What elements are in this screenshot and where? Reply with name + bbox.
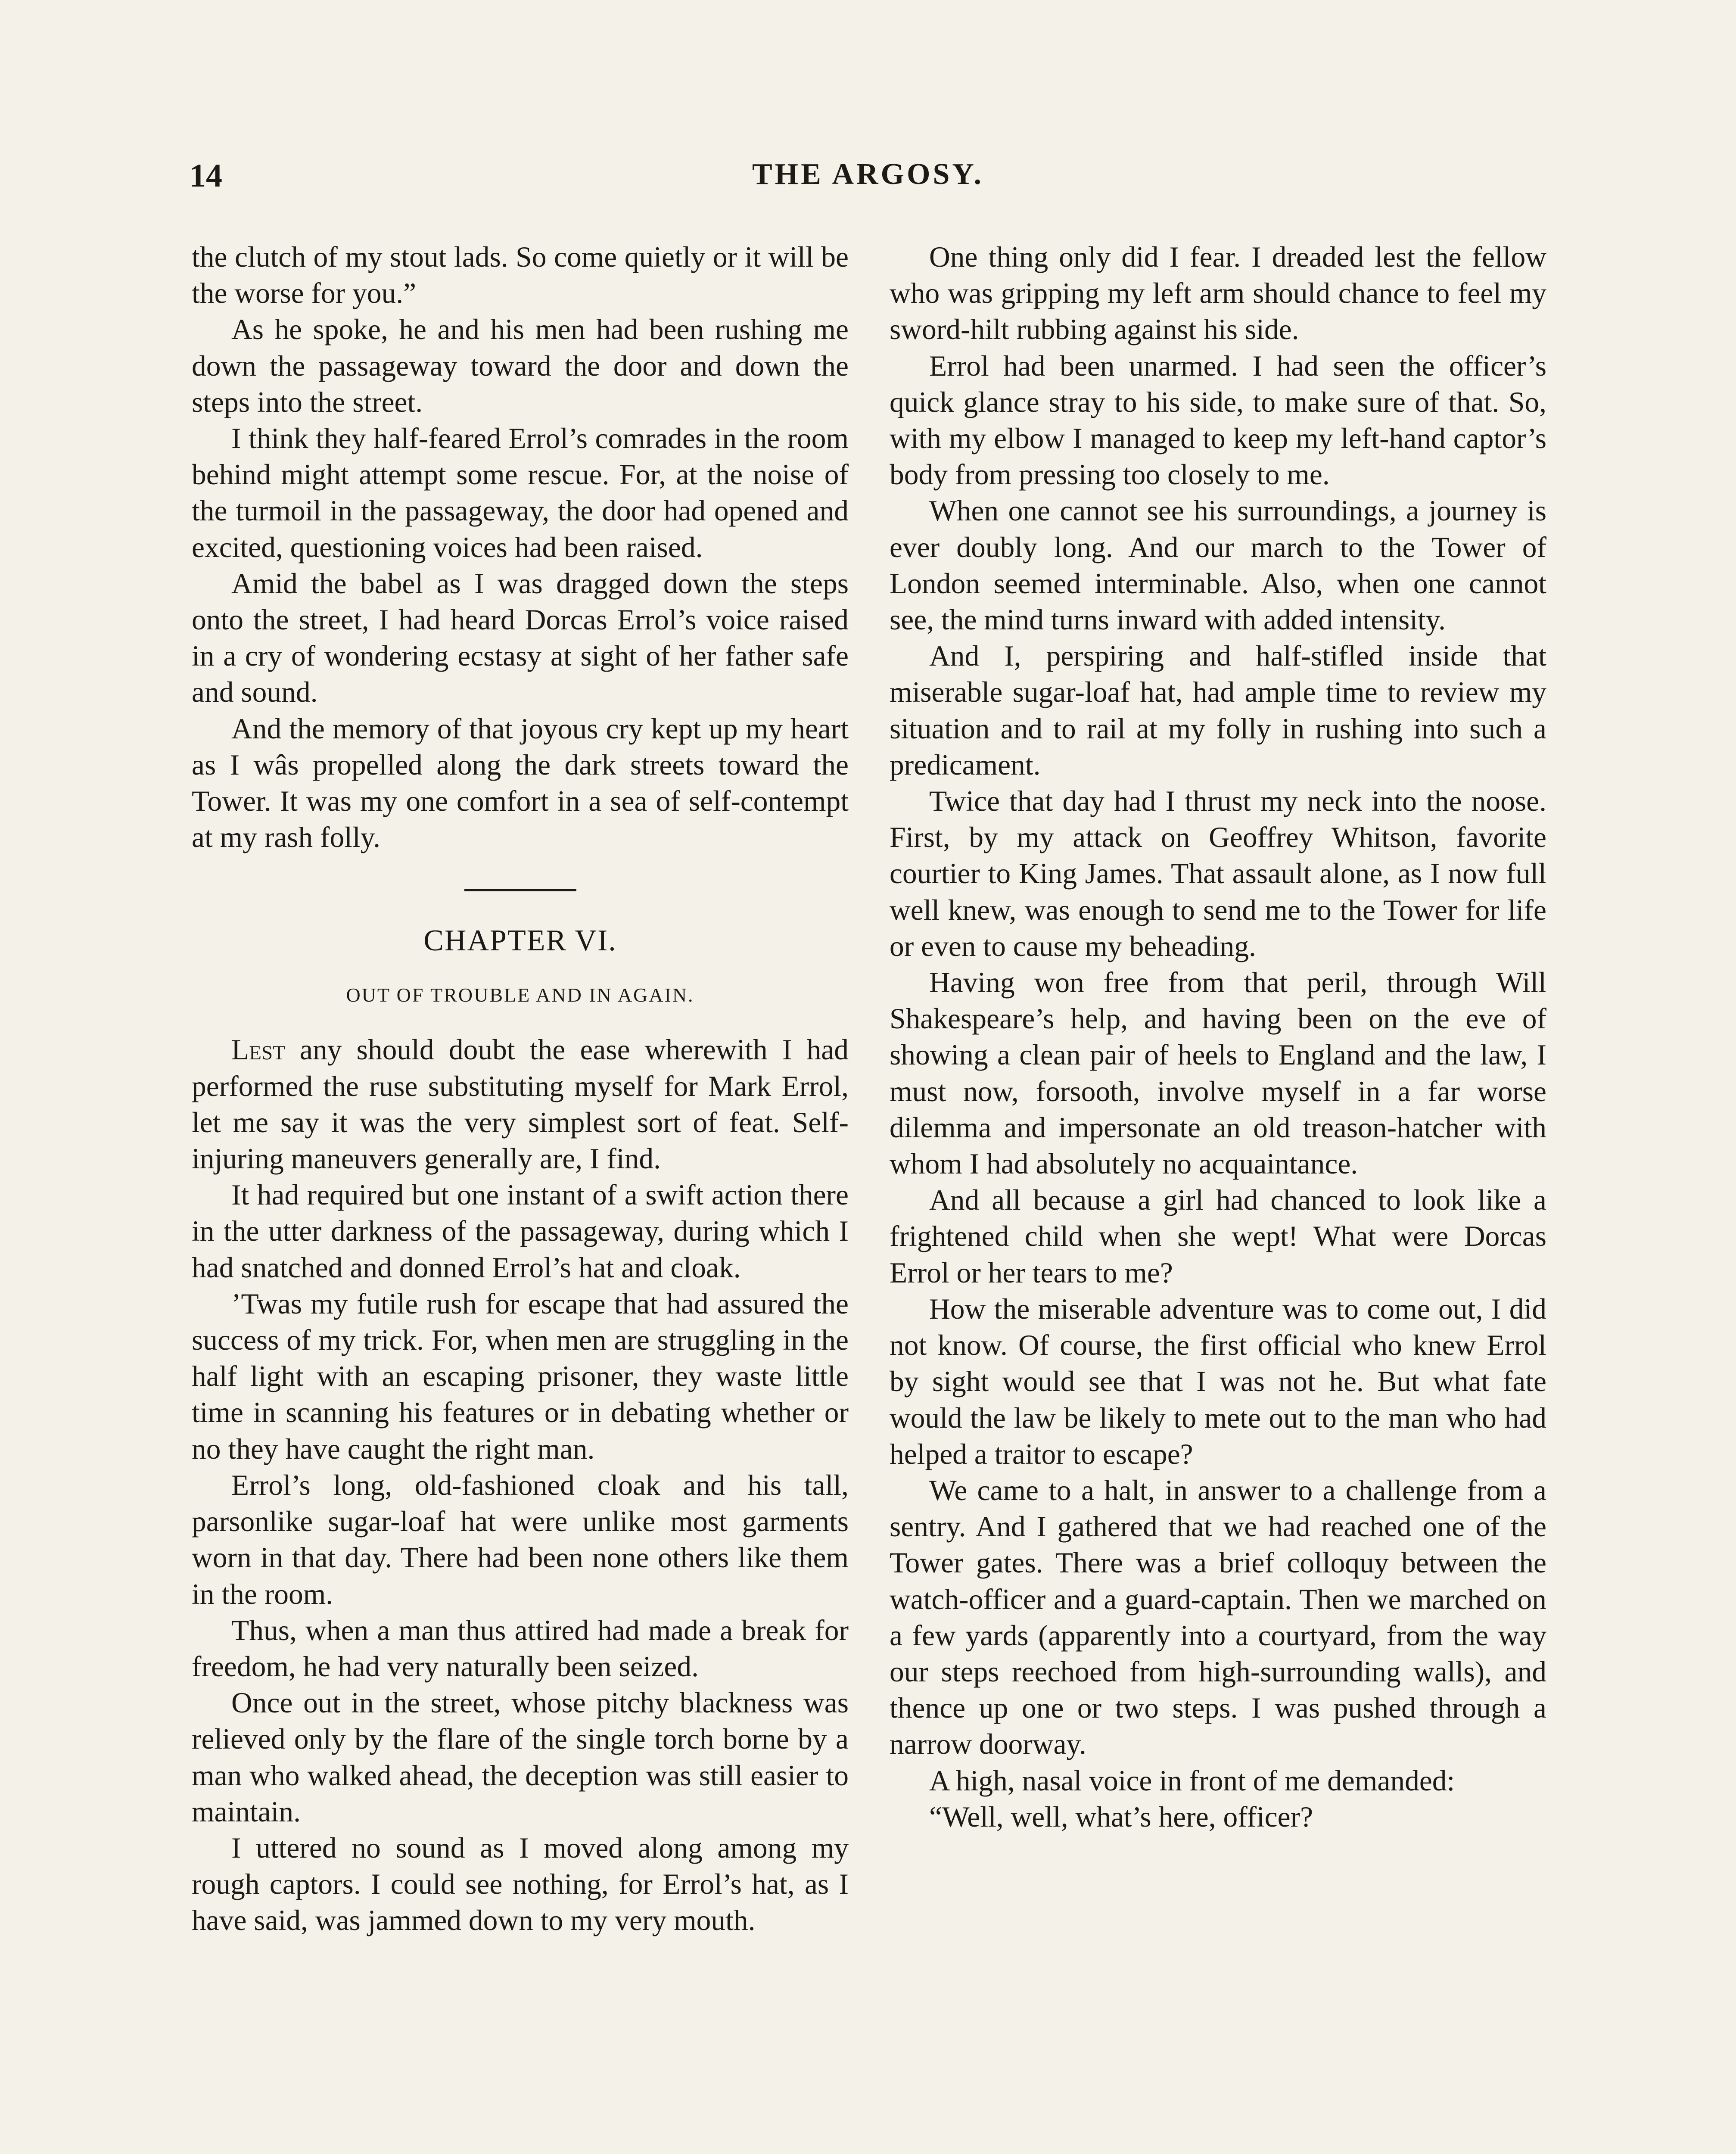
paragraph: As he spoke, he and his men had been rushing me down the passageway toward the door and down the steps into the street. xyxy=(192,313,849,418)
paragraph: Amid the babel as I was dragged down the steps onto the street, I had heard Dorcas Errol’s voice raised in a cry of wondering ecstasy at sight of her father safe and sound. xyxy=(192,567,849,709)
paragraph: Errol’s long, old-fashioned cloak and his tall, parsonlike sugar-loaf hat were unlike most garments worn in that day. There had been none others like them in the room. xyxy=(192,1469,849,1610)
chapter-opening-paragraph xyxy=(192,1032,849,1177)
paragraph: And the memory of that joyous cry kept up my heart as I wâs propelled along the dark streets toward the Tower. It was my one comfort in a sea of self-contempt at my rash folly. xyxy=(192,712,849,854)
page-number: 14 xyxy=(190,158,222,194)
paragraph: the clutch of my stout lads. So come quietly or it will be the worse for you.” xyxy=(192,241,849,310)
paragraph: How the miserable adventure was to come out, I did not know. Of course, the first official who knew Errol by sight would see that I was not he. But what fate would the law be likely to mete out to the man who had helped a traitor to escape? xyxy=(890,1292,1546,1470)
section-divider xyxy=(464,889,576,891)
paragraph: A high, nasal voice in front of me demanded: xyxy=(929,1764,1455,1797)
paragraph: Once out in the street, whose pitchy blackness was relieved only by the flare of the single torch borne by a man who walked ahead, the deception was still easier to maintain. xyxy=(192,1687,849,1828)
paragraph: Twice that day had I thrust my neck into the noose. First, by my attack on Geoffrey Whitson, favorite courtier to King James. That assault alone, as I now full well knew, was enough to send me to the Tower for life or even to cause my beheading. xyxy=(890,785,1546,962)
paragraph: “Well, well, what’s here, officer? xyxy=(929,1800,1313,1833)
paragraph: One thing only did I fear. I dreaded lest the fellow who was gripping my left arm should chance to feel my sword-hilt rubbing against his side. xyxy=(890,241,1546,346)
left-column xyxy=(192,239,849,1939)
paragraph: I think they half-feared Errol’s comrades in the room behind might attempt some rescue. For, at the noise of the turmoil in the passageway, the door had opened and excited, questioning voices had been raised. xyxy=(192,422,849,563)
paragraph: We came to a halt, in answer to a challenge from a sentry. And I gathered that we had reached one of the Tower gates. There was a brief colloquy between the watch-officer and a guard-captain. Then we marched on a few yards (apparently into a courtyard, from the way our steps reechoed from high-surrounding walls), and thence up one or two steps. I was pushed through a narrow doorway. xyxy=(890,1474,1546,1761)
paragraph: Having won free from that peril, through Will Shakespeare’s help, and having been on the eve of showing a clean pair of heels to England and the law, I must now, forsooth, involve myself in a far worse dilemma and impersonate an old treason-hatcher with whom I had absolutely no acquaintance. xyxy=(890,966,1546,1180)
paragraph: And all because a girl had chanced to look like a frightened child when she wept! What were Dorcas Errol or her tears to me? xyxy=(890,1184,1546,1289)
lead-word: Lest xyxy=(231,1033,285,1066)
paragraph: ’Twas my futile rush for escape that had assured the success of my trick. For, when men are struggling in the half light with an escaping prisoner, they waste little time in scanning his features or in debating whether or no they have caught the right man. xyxy=(192,1287,849,1465)
paragraph: Errol had been unarmed. I had seen the officer’s quick glance stray to his side, to make sure of that. So, with my elbow I managed to keep my left-hand captor’s body from pressing too closely to me. xyxy=(890,349,1546,491)
magazine-title: THE ARGOSY. xyxy=(752,158,984,191)
chapter-title: CHAPTER VI. xyxy=(423,924,617,958)
paragraph: I uttered no sound as I moved along among my rough captors. I could see nothing, for Errol’s hat, as I have said, was jammed down to my very mouth. xyxy=(192,1831,849,1937)
lead-paragraph-text: any should doubt the ease wherewith I had performed the ruse substituting myself for Mark Errol, let me say it was the very simplest sort of feat. Self-injuring maneuvers generally are, I find. xyxy=(192,1033,849,1175)
paragraph: Thus, when a man thus attired had made a break for freedom, he had very naturally been seized. xyxy=(192,1614,849,1683)
chapter-subtitle: OUT OF TROUBLE AND IN AGAIN. xyxy=(346,984,694,1006)
paragraph: And I, perspiring and half-stifled inside that miserable sugar-loaf hat, had ample time to review my situation and to rail at my folly in rushing into such a predicament. xyxy=(890,640,1546,781)
page-header xyxy=(190,157,1546,205)
right-column xyxy=(890,239,1546,1835)
paragraph: It had required but one instant of a swift action there in the utter darkness of the passageway, during which I had snatched and donned Errol’s hat and cloak. xyxy=(192,1179,849,1284)
paragraph: When one cannot see his surroundings, a journey is ever doubly long. And our march to the Tower of London seemed interminable. Also, when one cannot see, the mind turns inward with added intensity. xyxy=(890,495,1546,636)
